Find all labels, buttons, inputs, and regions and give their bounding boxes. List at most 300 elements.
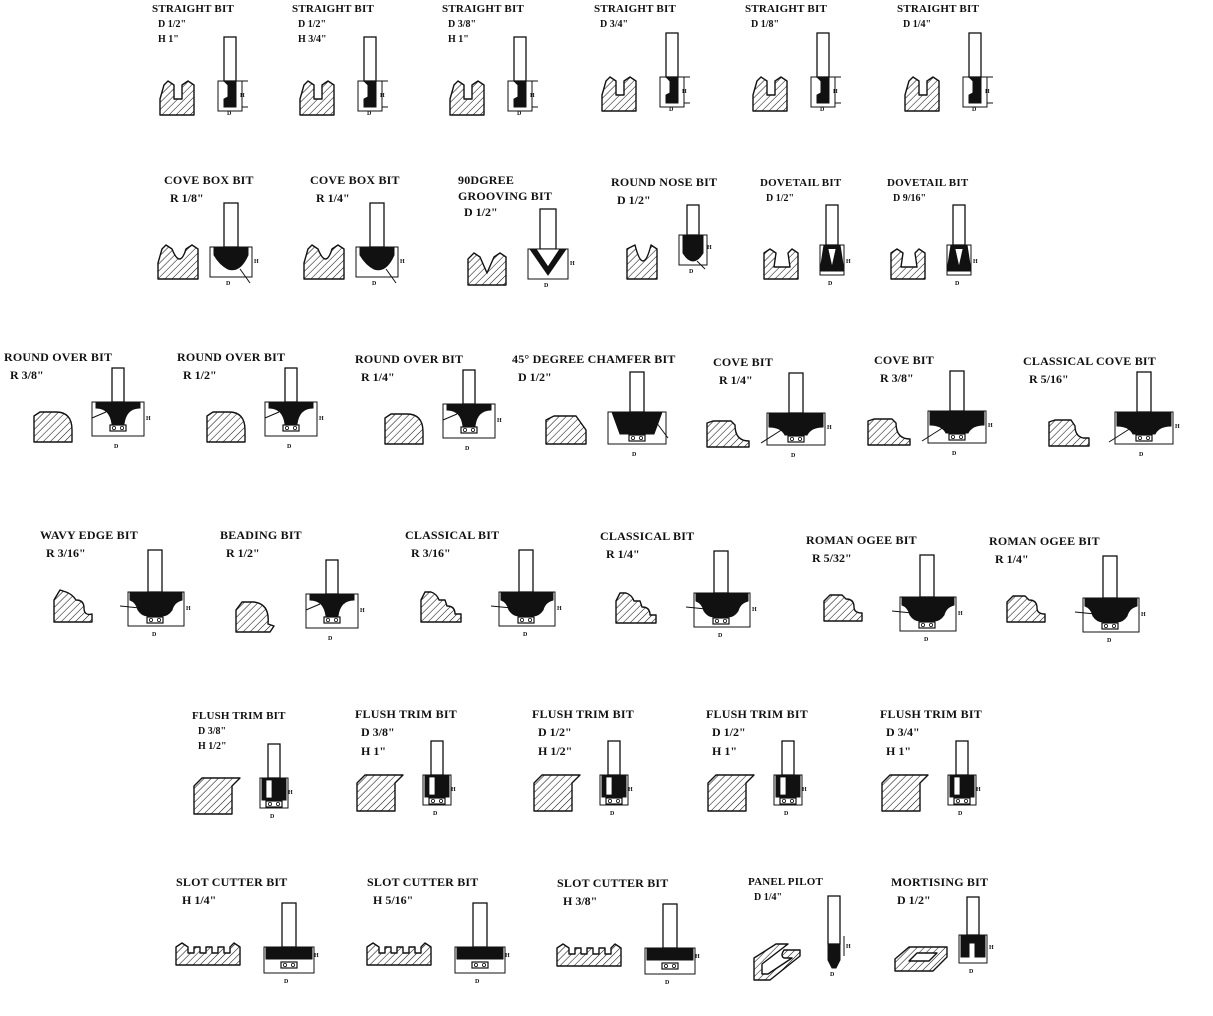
- dimension-label: D: [669, 107, 674, 113]
- bit-spec-primary: D 1/2": [298, 19, 327, 30]
- bit-mortising-bit-35: [891, 875, 1081, 1015]
- dimension-label: D: [287, 444, 292, 450]
- shank: [826, 205, 838, 245]
- cutter: [817, 77, 829, 103]
- bit-wavy-edge-bit-20: [40, 528, 230, 668]
- workpiece-profile: [54, 590, 92, 622]
- dimension-label: D: [958, 811, 963, 817]
- dimension-label: D: [465, 446, 470, 452]
- cutter: [828, 944, 840, 968]
- workpiece-profile: [160, 81, 194, 115]
- dimension-label: D: [969, 969, 974, 975]
- bit-spec-primary: R 3/16": [46, 546, 86, 560]
- bit-drawing: [357, 741, 467, 823]
- workpiece-profile: [824, 595, 862, 621]
- workpiece-profile: [534, 775, 580, 811]
- shank: [148, 550, 162, 592]
- bit-spec-primary: D 1/2": [464, 205, 498, 219]
- shank: [608, 741, 620, 775]
- bit-title: DOVETAIL BIT: [760, 177, 842, 189]
- bit-spec-primary: D 1/2": [158, 19, 187, 30]
- bit-drawing: [367, 903, 510, 989]
- router-bit-view: [356, 203, 405, 287]
- router-bit-view: [1109, 372, 1180, 458]
- cutter: [457, 947, 503, 959]
- router-bit-view: [508, 37, 538, 117]
- dimension-label: H: [570, 261, 575, 267]
- dimension-label: H: [319, 416, 324, 422]
- shank: [224, 37, 236, 81]
- bit-spec-primary: D 1/2": [518, 370, 552, 384]
- shank: [714, 551, 728, 593]
- router-bit-view: [645, 904, 700, 986]
- bit-title: BEADING BIT: [220, 528, 302, 542]
- shank: [782, 741, 794, 775]
- bit-drawing: [707, 373, 837, 465]
- cutter: [950, 775, 974, 797]
- shank: [285, 368, 297, 402]
- shank: [282, 903, 296, 947]
- bit-drawing: [421, 550, 571, 646]
- dimension-label: H: [833, 89, 838, 95]
- bit-spec-primary: R 3/8": [10, 368, 44, 382]
- bit-dovetail-bit-12: [887, 177, 1077, 317]
- bit-slot-cutter-bit-32: [367, 875, 557, 1015]
- dimension-label: H: [988, 423, 993, 429]
- router-bit-view: [828, 896, 851, 978]
- bit-drawing: [158, 203, 278, 297]
- shank: [789, 373, 803, 413]
- bit-title: CLASSICAL COVE BIT: [1023, 354, 1156, 368]
- bit-drawing: [207, 368, 337, 460]
- bit-title: SLOT CUTTER BIT: [557, 876, 669, 890]
- router-bit-view: [608, 372, 668, 458]
- cutter: [902, 597, 954, 621]
- router-bit-view: [892, 555, 963, 643]
- workpiece-profile: [1049, 420, 1089, 446]
- dimension-label: H: [989, 945, 994, 951]
- cutter-face: [954, 777, 960, 795]
- cutter: [776, 775, 800, 797]
- dimension-line: [761, 429, 783, 443]
- shank: [630, 372, 644, 412]
- shank: [370, 203, 384, 247]
- dimension-label: H: [1141, 612, 1146, 618]
- bit-roman-ogee-bit-25: [989, 534, 1179, 674]
- bit-title: COVE BOX BIT: [310, 173, 400, 187]
- bit-spec-primary: D 3/4": [886, 725, 920, 739]
- dimension-line: [1109, 428, 1131, 442]
- router-bit-view: [260, 744, 293, 820]
- bit-classical-cove-bit-19: [1023, 354, 1213, 494]
- router-bit-view: [306, 560, 365, 642]
- cutter: [1117, 412, 1171, 434]
- cutter-face: [606, 777, 612, 795]
- workpiece-profile: [708, 775, 754, 811]
- bit-title: FLUSH TRIM BIT: [355, 707, 457, 721]
- dimension-label: D: [718, 633, 723, 639]
- bit-spec-primary: D 1/2": [766, 193, 795, 204]
- router-bit-view: [264, 903, 319, 985]
- dimension-label: H: [240, 93, 245, 99]
- shank: [956, 741, 968, 775]
- bit-drawing: [557, 904, 700, 990]
- router-bit-view: [600, 741, 633, 817]
- bit-spec-primary: R 1/4": [719, 373, 753, 387]
- bit-spec-primary: H 3/8": [563, 894, 598, 908]
- shank: [950, 371, 964, 411]
- router-bit-view: [774, 741, 807, 817]
- bit-spec-secondary: H 1": [361, 744, 386, 758]
- workpiece-profile: [616, 593, 656, 623]
- workpiece-profile: [895, 947, 947, 971]
- dimension-label: H: [288, 790, 293, 796]
- shank: [540, 209, 556, 249]
- bit-title: STRAIGHT BIT: [152, 3, 234, 15]
- workpiece-profile: [1007, 596, 1045, 622]
- dimension-label: H: [497, 418, 502, 424]
- router-bit-view: [660, 33, 690, 113]
- dimension-label: D: [1107, 638, 1112, 644]
- dimension-label: D: [523, 632, 528, 638]
- bit-title: 90DGREE: [458, 173, 515, 187]
- bit-round-over-bit-14: [177, 350, 367, 490]
- workpiece-profile: [891, 249, 925, 279]
- dimension-label: D: [610, 811, 615, 817]
- bit-drawing: [1007, 556, 1157, 652]
- bit-flush-trim-bit-29: [706, 707, 896, 847]
- dimension-label: D: [820, 107, 825, 113]
- bit-drawing: [602, 33, 702, 123]
- workpiece-profile: [764, 249, 798, 279]
- router-bit-view: [358, 37, 388, 117]
- dimension-label: D: [689, 269, 694, 275]
- router-bit-view: [265, 368, 324, 450]
- workpiece-profile: [176, 943, 240, 965]
- bit-spec-primary: R 1/2": [226, 546, 260, 560]
- bit-spec-primary: D 1/2": [538, 725, 572, 739]
- dimension-label: H: [628, 787, 633, 793]
- dimension-label: H: [958, 611, 963, 617]
- dimension-line: [240, 269, 250, 283]
- bit-drawing: [754, 896, 864, 984]
- workpiece-profile: [300, 81, 334, 115]
- bit-drawing: [764, 205, 864, 295]
- dimension-label: D: [952, 451, 957, 457]
- workpiece-profile: [882, 775, 928, 811]
- bit-drawing: [895, 897, 1015, 985]
- bit-title: COVE BOX BIT: [164, 173, 254, 187]
- bit-flush-trim-bit-26: [192, 710, 382, 850]
- bit-drawing: [385, 370, 515, 462]
- bit-drawing: [176, 903, 319, 989]
- bit-spec-primary: R 1/4": [361, 370, 395, 384]
- shank: [969, 33, 981, 77]
- shank: [268, 744, 280, 778]
- dimension-label: H: [846, 944, 851, 950]
- dimension-label: H: [827, 425, 832, 431]
- bit-spec-primary: R 3/16": [411, 546, 451, 560]
- bit-drawing: [468, 209, 578, 299]
- router-bit-view: [443, 370, 502, 452]
- cutter: [696, 593, 748, 617]
- bit-spec-primary: R 5/16": [1029, 372, 1069, 386]
- router-bit-view: [922, 371, 993, 457]
- cutter: [1085, 598, 1137, 622]
- cutter: [364, 81, 376, 107]
- router-bit-view: [679, 205, 712, 275]
- workpiece-profile: [357, 775, 403, 811]
- dimension-label: H: [557, 606, 562, 612]
- router-bit-view: [948, 741, 981, 817]
- bit-drawing: [627, 205, 737, 291]
- shank: [1103, 556, 1117, 598]
- shank: [224, 203, 238, 247]
- workpiece-profile: [34, 412, 72, 442]
- bit-slot-cutter-bit-33: [557, 876, 747, 1016]
- bit-drawing: [534, 741, 644, 823]
- router-bit-view: [1075, 556, 1146, 644]
- bit-title: COVE BIT: [874, 353, 934, 367]
- bit-title: ROUND OVER BIT: [177, 350, 286, 364]
- dimension-label: D: [544, 283, 549, 289]
- workpiece-profile: [707, 421, 749, 447]
- workpiece-profile: [868, 419, 910, 445]
- dimension-label: D: [972, 107, 977, 113]
- dimension-label: D: [328, 636, 333, 642]
- cutter: [666, 77, 678, 103]
- bit-spec-primary: R 5/32": [812, 551, 852, 565]
- dimension-label: D: [665, 980, 670, 986]
- bit-drawing: [616, 551, 766, 647]
- workpiece-profile: [385, 414, 423, 444]
- cutter: [360, 247, 394, 270]
- bit-spec-primary: R 1/4": [316, 191, 350, 205]
- bit-spec-primary: D 1/4": [754, 892, 783, 903]
- dimension-label: D: [114, 444, 119, 450]
- shank: [1137, 372, 1151, 412]
- cutter-face: [780, 777, 786, 795]
- workpiece-profile: [546, 416, 586, 444]
- dimension-label: D: [632, 452, 637, 458]
- dimension-label: D: [372, 281, 377, 287]
- dimension-label: H: [186, 606, 191, 612]
- dimension-label: H: [530, 93, 535, 99]
- dimension-label: H: [451, 787, 456, 793]
- bit-flush-trim-bit-28: [532, 707, 722, 847]
- dimension-label: D: [475, 979, 480, 985]
- bit-spec-secondary: H 3/4": [298, 34, 327, 45]
- dimension-label: D: [830, 972, 835, 978]
- bit-drawing: [236, 560, 376, 652]
- bit-title: STRAIGHT BIT: [745, 3, 827, 15]
- bit-title-line-2: GROOVING BIT: [458, 189, 553, 203]
- bit-drawing: [868, 371, 998, 463]
- router-bit-view: [455, 903, 510, 985]
- bit-spec-secondary: H 1": [448, 34, 469, 45]
- bit-flush-trim-bit-30: [880, 707, 1070, 847]
- cutter: [612, 412, 662, 434]
- workpiece-profile: [158, 245, 198, 279]
- bit-drawing: [304, 203, 424, 297]
- bit-roman-ogee-bit-24: [806, 533, 996, 673]
- dimension-label: H: [1175, 424, 1180, 430]
- workpiece-profile: [207, 412, 245, 442]
- cutter-face: [266, 780, 272, 798]
- cutter: [683, 235, 703, 261]
- bit-spec-secondary: H 1": [886, 744, 911, 758]
- dimension-label: D: [828, 281, 833, 287]
- bit-title: CLASSICAL BIT: [600, 529, 695, 543]
- router-bit-view: [761, 373, 832, 459]
- router-bit-view: [820, 205, 851, 287]
- cutter: [930, 411, 984, 433]
- shank: [431, 741, 443, 775]
- shank: [463, 370, 475, 404]
- bit-spec-primary: D 3/8": [448, 19, 477, 30]
- shank: [828, 896, 840, 944]
- cutter-face: [429, 777, 435, 795]
- cutter: [647, 948, 693, 960]
- bit-drawing: [1049, 372, 1179, 464]
- workpiece-profile: [236, 602, 274, 632]
- bit-spec-primary: D 1/8": [751, 19, 780, 30]
- bit-title: STRAIGHT BIT: [442, 3, 524, 15]
- bit-title: ROUND OVER BIT: [4, 350, 113, 364]
- dimension-label: D: [924, 637, 929, 643]
- workpiece-profile: [905, 77, 939, 111]
- dimension-label: H: [752, 607, 757, 613]
- bit-spec-secondary: H 1": [712, 744, 737, 758]
- bit-flush-trim-bit-27: [355, 707, 545, 847]
- bit-classical-bit-22: [405, 528, 595, 668]
- cutter: [769, 413, 823, 435]
- bit-spec-primary: D 1/2": [712, 725, 746, 739]
- bit-title: WAVY EDGE BIT: [40, 528, 138, 542]
- bit-spec-secondary: H 1/2": [198, 741, 227, 752]
- dimension-line: [443, 414, 457, 420]
- workpiece-profile: [450, 81, 484, 115]
- shank: [920, 555, 934, 597]
- bit-round-over-bit-13: [4, 350, 194, 490]
- bit-spec-primary: D 9/16": [893, 193, 927, 204]
- bit-title: FLUSH TRIM BIT: [880, 707, 982, 721]
- dimension-label: D: [433, 811, 438, 817]
- bit-spec-primary: R 1/2": [183, 368, 217, 382]
- bit-drawing: [546, 372, 676, 464]
- dimension-label: D: [227, 111, 232, 117]
- dimension-label: H: [846, 259, 851, 265]
- router-bit-view: [218, 37, 248, 117]
- bit-spec-primary: H 1/4": [182, 893, 217, 907]
- router-bit-view: [963, 33, 993, 113]
- bit-spec-primary: D 3/8": [361, 725, 395, 739]
- bit-title: 45° DEGREE CHAMFER BIT: [512, 352, 676, 366]
- bit-title: SLOT CUTTER BIT: [176, 875, 288, 889]
- dimension-label: H: [707, 245, 712, 251]
- cutter: [130, 592, 182, 616]
- shank: [326, 560, 338, 594]
- router-bit-view: [491, 550, 562, 638]
- dimension-label: H: [976, 787, 981, 793]
- dimension-label: H: [695, 954, 700, 960]
- bit-spec-primary: D 1/2": [897, 893, 931, 907]
- bit-spec-primary: R 1/4": [995, 552, 1029, 566]
- cutter: [514, 81, 526, 107]
- bit-drawing: [882, 741, 992, 823]
- bit-title: ROUND NOSE BIT: [611, 175, 718, 189]
- cutter: [501, 592, 553, 616]
- dimension-line: [922, 427, 944, 441]
- workpiece-profile: [557, 944, 621, 966]
- shank: [687, 205, 699, 235]
- bit-title: FLUSH TRIM BIT: [706, 707, 808, 721]
- cutter: [961, 935, 985, 957]
- bit-drawing: [891, 205, 991, 295]
- bit-spec-primary: R 1/4": [606, 547, 640, 561]
- bit-drawing: [824, 555, 974, 651]
- dimension-label: D: [791, 453, 796, 459]
- bit-drawing: [450, 37, 550, 127]
- dimension-line: [386, 269, 396, 283]
- dimension-label: H: [254, 259, 259, 265]
- workpiece-profile: [627, 245, 657, 279]
- dimension-label: H: [985, 89, 990, 95]
- cutter: [266, 947, 312, 959]
- dimension-label: H: [360, 608, 365, 614]
- workpiece-profile: [602, 77, 636, 111]
- bit-title: PANEL PILOT: [748, 876, 824, 888]
- router-bit-view: [423, 741, 456, 817]
- bit-title: FLUSH TRIM BIT: [532, 707, 634, 721]
- dimension-line: [265, 412, 279, 418]
- bit-slot-cutter-bit-31: [176, 875, 366, 1015]
- bit-title: SLOT CUTTER BIT: [367, 875, 479, 889]
- router-bit-view: [811, 33, 841, 113]
- bit-title: FLUSH TRIM BIT: [192, 710, 286, 722]
- cutter: [969, 77, 981, 103]
- dimension-line: [92, 412, 106, 418]
- shank: [817, 33, 829, 77]
- dimension-label: D: [284, 979, 289, 985]
- dimension-label: H: [314, 953, 319, 959]
- router-bit-view: [120, 550, 191, 638]
- bit-drawing: [300, 37, 400, 127]
- bit-45-degree-chamfer-bit-16: [512, 352, 702, 492]
- dimension-line: [306, 604, 320, 610]
- bit-title: CLASSICAL BIT: [405, 528, 500, 542]
- shank: [473, 903, 487, 947]
- bit-title: ROUND OVER BIT: [355, 352, 464, 366]
- bit-spec-primary: D 1/4": [903, 19, 932, 30]
- cutter: [602, 775, 626, 797]
- bit-spec-secondary: H 1": [158, 34, 179, 45]
- router-bit-view: [947, 205, 978, 287]
- dimension-label: H: [380, 93, 385, 99]
- dimension-label: D: [367, 111, 372, 117]
- shank: [953, 205, 965, 245]
- bit-drawing: [34, 368, 164, 460]
- bit-drawing: [753, 33, 853, 123]
- bit-title: MORTISING BIT: [891, 875, 989, 889]
- shank: [663, 904, 677, 948]
- router-bit-view: [528, 209, 575, 289]
- shank: [519, 550, 533, 592]
- dimension-label: D: [270, 814, 275, 820]
- dimension-label: D: [152, 632, 157, 638]
- dimension-label: H: [146, 416, 151, 422]
- bit-spec-primary: D 1/2": [617, 193, 651, 207]
